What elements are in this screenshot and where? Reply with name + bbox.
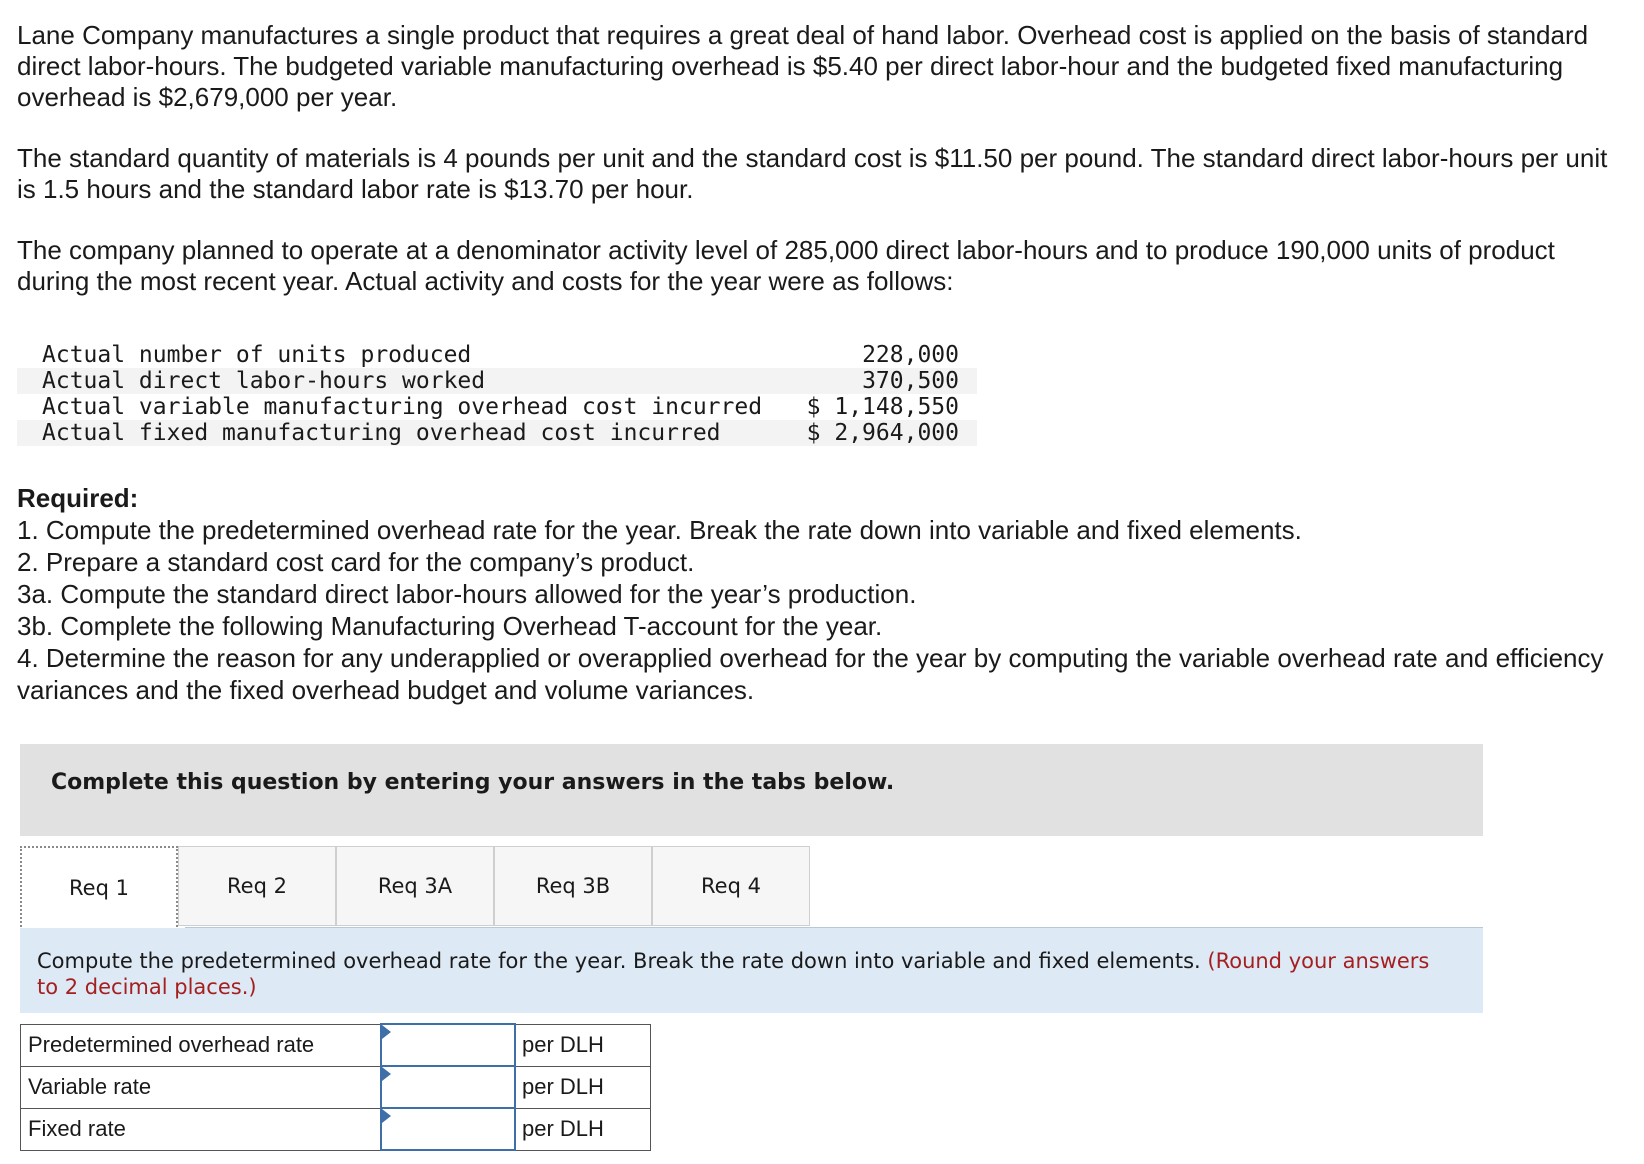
actuals-row — [17, 342, 977, 368]
actuals-table — [17, 342, 977, 446]
tab-req-4[interactable]: Req 4 — [652, 846, 810, 926]
instruction-text: Compute the predetermined overhead rate for the year. Break the rate down into variable and fixed elements. — [37, 949, 1201, 973]
answer-row-variable — [21, 1066, 651, 1108]
actuals-value: $ 2,964,000 — [798, 420, 977, 446]
actuals-label: Actual number of units produced — [42, 342, 472, 368]
variable-rate-input[interactable] — [382, 1068, 514, 1106]
required-section — [17, 482, 1627, 706]
intro-paragraph-2: The standard quantity of materials is 4 pounds per unit and the standard cost is $11.50 per pound. The standard direct labor-hours per unit is 1.5 hours and the standard labor rate is $13.70 per hour. — [17, 143, 1608, 204]
actuals-label: Actual direct labor-hours worked — [17, 368, 798, 394]
required-item: 3b. Complete the following Manufacturing Overhead T-account for the year. — [17, 611, 883, 641]
tab-req-3a[interactable]: Req 3A — [336, 846, 494, 926]
answer-row-predetermined — [21, 1024, 651, 1066]
required-title: Required: — [17, 483, 139, 513]
answer-table — [20, 1023, 651, 1151]
intro-paragraph-3: The company planned to operate at a denominator activity level of 285,000 direct labor-hours and to produce 190,000 units of product during the most recent year. Actual activity and costs for the year were as follows: — [17, 235, 1555, 296]
actuals-row — [17, 368, 977, 394]
input-marker-icon — [382, 1109, 391, 1123]
intro-paragraph-1: Lane Company manufactures a single product that requires a great deal of hand labor. Overhead cost is applied on the basis of standard direct labor-hours. The budgeted variable manufacturing overhead is $5.40 per direct labor-hour and the budgeted fixed manufacturing overhead is $2,679,000 per year. — [17, 20, 1589, 112]
row-unit: per DLH — [515, 1066, 651, 1108]
required-item: 2. Prepare a standard cost card for the company’s product. — [17, 547, 695, 577]
actuals-label: Actual fixed manufacturing overhead cost incurred — [17, 420, 798, 446]
rounding-note: (Round your answers to 2 decimal places.) — [37, 949, 1430, 999]
tab-instruction — [37, 948, 1447, 1000]
row-unit: per DLH — [515, 1024, 651, 1066]
actuals-value: 370,500 — [798, 368, 977, 394]
tab-req-1[interactable]: Req 1 — [20, 846, 178, 930]
row-label: Predetermined overhead rate — [21, 1024, 382, 1066]
instructions-banner — [20, 744, 1483, 836]
actuals-label: Actual variable manufacturing overhead cost incurred — [42, 394, 763, 420]
actuals-row — [17, 394, 977, 420]
actuals-row — [17, 420, 977, 446]
banner-text: Complete this question by entering your answers in the tabs below. — [51, 770, 895, 795]
row-label: Variable rate — [21, 1066, 382, 1108]
input-marker-icon — [382, 1025, 391, 1039]
tab-req-2[interactable]: Req 2 — [178, 846, 336, 926]
actuals-value: $ 1,148,550 — [806, 394, 959, 420]
required-item: 3a. Compute the standard direct labor-hours allowed for the year’s production. — [17, 579, 917, 609]
row-label: Fixed rate — [21, 1108, 382, 1150]
predetermined-rate-input[interactable] — [382, 1026, 514, 1064]
required-item: 4. Determine the reason for any underapplied or overapplied overhead for the year by computing the variable overhead rate and efficiency variances and the fixed overhead budget and volume variances. — [17, 643, 1604, 705]
required-item: 1. Compute the predetermined overhead rate for the year. Break the rate down into variable and fixed elements. — [17, 515, 1302, 545]
input-marker-icon — [382, 1067, 391, 1081]
row-unit: per DLH — [515, 1108, 651, 1150]
tab-instruction-panel — [20, 928, 1483, 1013]
actuals-value: 228,000 — [862, 342, 959, 368]
tab-req-3b[interactable]: Req 3B — [494, 846, 652, 926]
answer-row-fixed — [21, 1108, 651, 1150]
fixed-rate-input[interactable] — [382, 1110, 514, 1148]
